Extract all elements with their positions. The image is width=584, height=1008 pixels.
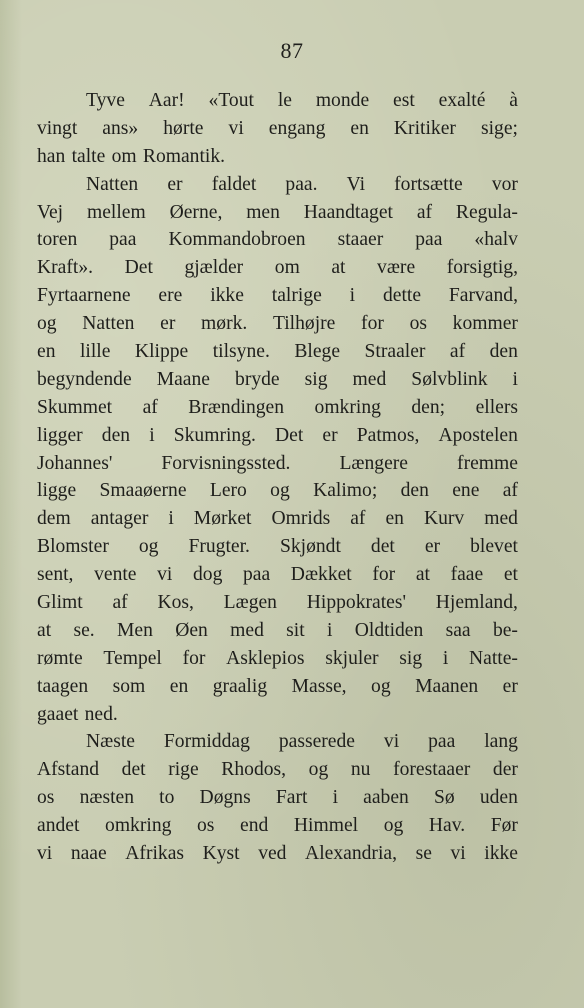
text-line [37,756,518,784]
word: blevet [470,536,518,558]
word: den [101,424,131,446]
word: uden [479,787,518,809]
text-line [37,87,518,115]
word: i [149,424,155,446]
word: Glimt [37,592,83,614]
word: i [332,787,339,809]
word: vor [491,173,518,195]
word: om [274,257,300,279]
word: skjuler [325,647,379,669]
word: Kalimo; [313,480,378,502]
word: fremme [457,452,518,474]
word: Asklepios [226,647,305,669]
word: som [112,675,146,697]
word: Lero [209,480,247,502]
word: i [349,285,356,307]
word: og [371,675,391,697]
word: begyndende [37,368,132,390]
word: Sø [433,787,455,809]
word: af [502,480,518,502]
word: Natte- [469,647,518,669]
word: Haandtaget [303,201,393,223]
word: end [240,815,269,837]
word: ned. [84,703,118,725]
word: Rhodos, [221,759,287,781]
word: vi [228,117,244,139]
text-line [37,673,518,701]
text-line [37,589,518,617]
word: med [484,508,518,530]
word: kommer [452,313,518,335]
word: Før [490,815,518,837]
text-line [37,338,518,366]
word: Hippokrates' [306,592,407,614]
word: Formiddag [163,731,250,753]
word: Sølvblink [411,368,488,390]
word: at [415,564,430,586]
word: vi [383,731,400,753]
text-line [37,254,518,282]
word: en [169,675,189,697]
word: taagen [37,675,89,697]
word: os [197,815,215,837]
word: Romantik. [142,145,226,167]
word: Fart [275,787,308,809]
word: passerede [278,731,355,753]
word: at [37,619,52,641]
word: Længere [339,452,409,474]
word: talte [71,145,106,167]
word: en [385,508,404,530]
word: Natten [86,173,139,195]
body-text [37,87,518,868]
word: for [182,647,206,669]
word: Regula- [455,201,518,223]
word: os [409,313,427,335]
word: et [503,564,518,586]
word: Forvisningssted. [161,452,291,474]
text-line [37,366,518,394]
word: à [509,90,518,111]
word: se [415,843,432,865]
word: for [361,313,384,335]
text-line [37,199,518,227]
word: fortsætte [394,173,463,195]
word: og [138,536,159,558]
word: Maanen [415,675,479,697]
word: er [322,424,338,446]
word: af [112,592,128,614]
word: Øerne, [169,201,223,223]
word: Smaaøerne [99,480,187,502]
word: men [246,201,280,223]
text-line [37,701,518,729]
word: paa. [285,173,318,195]
word: den [400,480,429,502]
word: paa [242,564,271,586]
word: i [168,508,174,530]
word: Frugter. [188,536,250,558]
text-line [37,143,518,171]
word: lang [484,731,518,753]
word: og [383,815,404,837]
word: ikke [484,843,518,865]
word: Alexandria, [305,843,397,865]
word: forestaaer [393,759,471,781]
word: af [449,341,466,363]
word: ikke [210,285,244,307]
word: est [393,90,415,111]
word: der [492,759,518,781]
word: han [37,145,66,167]
word: forsigtig, [446,257,518,279]
word: sig [399,647,423,669]
word: toren [37,229,78,251]
word: Patmos, [356,424,420,446]
word: det [121,759,146,781]
word: det [370,536,395,558]
text-line [37,505,518,533]
word: hørte [163,117,204,139]
word: at [331,257,346,279]
word: le [277,90,292,111]
word: staaer [337,229,384,251]
word: dog [192,564,223,586]
word: Tyve [86,90,125,111]
word: Kommandobroen [168,229,306,251]
word: Dækket [290,564,352,586]
word: faae [450,564,484,586]
word: dette [382,285,422,307]
word: ligger [37,424,83,446]
word: omkring [105,815,172,837]
word: Vi [346,173,366,195]
word: omkring [314,396,381,418]
word: nu [350,759,371,781]
word: engang [268,117,326,139]
word: paa [415,229,443,251]
word: i [442,647,449,669]
word: Det [124,257,153,279]
text-line [37,617,518,645]
word: «halv [474,229,518,251]
word: den [489,341,518,363]
word: og [308,759,329,781]
text-line [37,561,518,589]
text-line [37,115,518,143]
word: gjælder [184,257,244,279]
word: med [230,619,264,641]
word: faldet [211,173,257,195]
word: be- [492,619,518,641]
word: Lægen [223,592,277,614]
word: mellem [86,201,146,223]
word: vi [157,564,173,586]
word: Maane [156,368,210,390]
word: andet [37,815,80,837]
word: Natten [82,313,135,335]
word: Tempel [103,647,162,669]
word: Masse, [291,675,347,697]
word: Omrids [271,508,331,530]
word: os [37,787,55,809]
word: Oldtiden [354,619,424,641]
word: graalig [212,675,268,697]
word: Skjøndt [279,536,341,558]
word: dem [37,508,71,530]
word: mørk. [201,313,248,335]
word: ere [158,285,183,307]
word: med [352,368,387,390]
word: naae [70,843,107,865]
word: af [350,508,366,530]
word: være [377,257,416,279]
word: Blege [294,341,341,363]
word: Øen [175,619,208,641]
word: Tilhøjre [272,313,336,335]
text-line [37,310,518,338]
word: Det [275,424,304,446]
word: Skumring. [173,424,256,446]
word: tilsyne. [212,341,270,363]
word: er [167,173,183,195]
word: Kraft». [37,257,94,279]
word: Fyrtaarnene [37,285,131,307]
word: monde [315,90,370,111]
word: ved [258,843,287,865]
word: Kyst [202,843,240,865]
word: sige; [480,117,518,139]
word: Johannes' [37,452,113,474]
word: Kurv [423,508,465,530]
word: rømte [37,647,83,669]
word: en [350,117,369,139]
word: af [416,201,433,223]
text-line [37,226,518,254]
word: bryde [235,368,280,390]
word: Apostelen [438,424,518,446]
text-line [37,645,518,673]
word: Farvand, [448,285,518,307]
word: Hjemland, [435,592,518,614]
word: Døgns [199,787,251,809]
word: ene [452,480,480,502]
word: er [502,675,518,697]
text-line [37,282,518,310]
word: næsten [79,787,135,809]
word: er [424,536,441,558]
word: exalté [438,90,486,111]
word: se. [73,619,95,641]
word: Aar! [148,90,185,111]
word: paa [428,731,456,753]
word: vi [450,843,466,865]
word: den; [411,396,446,418]
word: vi [37,843,53,865]
text-line [37,450,518,478]
word: og [270,480,290,502]
text-line [37,784,518,812]
word: i [326,619,333,641]
word: antager [90,508,149,530]
word: af [142,396,158,418]
word: i [512,368,518,390]
word: Mørket [193,508,252,530]
word: Næste [86,731,135,753]
word: ans» [102,117,139,139]
word: Afrikas [125,843,185,865]
word: og [37,313,57,335]
word: Afstand [37,759,100,781]
word: sig [304,368,328,390]
word: Klippe [134,341,189,363]
word: gaaet [37,703,79,725]
word: Men [116,619,153,641]
word: vingt [37,117,78,139]
text-line [37,840,518,868]
word: saa [445,619,471,641]
word: lille [79,341,111,363]
word: om [111,145,137,167]
word: ligge [37,480,77,502]
word: Skummet [37,396,113,418]
word: paa [109,229,137,251]
word: rige [168,759,199,781]
word: en [37,341,56,363]
word: Blomster [37,536,109,558]
word: Hav. [428,815,466,837]
text-line [37,171,518,199]
word: Straaler [364,341,426,363]
word: er [160,313,176,335]
word: for [372,564,396,586]
word: Brændingen [188,396,285,418]
text-line [37,812,518,840]
word: to [159,787,175,809]
word: sit [286,619,305,641]
word: vente [94,564,137,586]
word: Himmel [293,815,359,837]
text-line [37,477,518,505]
word: Kritiker [393,117,456,139]
text-line [37,533,518,561]
word: Vej [37,201,64,223]
word: Kos, [157,592,194,614]
page-number: 87 [280,38,304,63]
word: «Tout [208,90,254,111]
word: talrige [271,285,322,307]
word: ellers [475,396,518,418]
word: aaben [363,787,409,809]
text-line [37,422,518,450]
text-line [37,728,518,756]
text-line [37,394,518,422]
word: sent, [37,564,74,586]
